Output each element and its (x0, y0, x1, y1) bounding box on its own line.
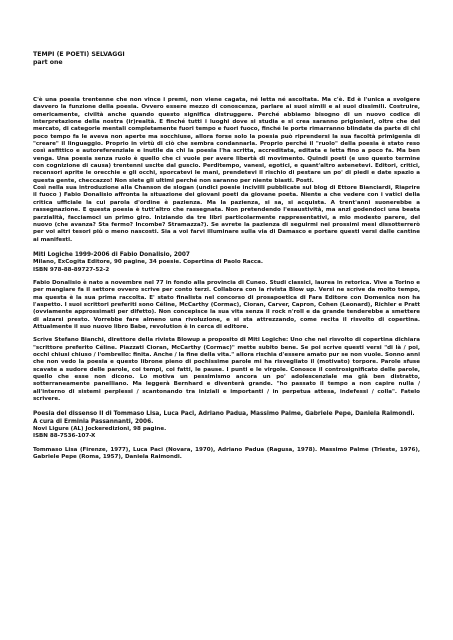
book1-paragraph-2: Scrive Stefano Bianchi, direttore della rivista Blowup a proposito di Miti Logiche: Uno che nel risvolto di copertina dichiara "scrittore preferito Céline. Piazzati Cioran, McCarthy (Cormac)" mette subito bene. Se poi scrive questi versi "di là / poi, occhi chiusi chiuso / l'ombrello: finita. Anche / la fine della vita." allora rischia d'essere amato pur se non vuole. Sonno anni che non vedo la poesia e questo librone pieno di pochissime parole mi ha risvegliato il (motivato) torpore. Parole sfuse scavate a sudore delle parole, coi tempi, coi fatti, le pause. I punti e le virgole. Conosce il controsignificato delle parole, quello che esse non dicono. Lo motiva un pessimismo ancora un po' adolescenziale ma già ben distratto, sotterraneamente panelliano. Ma leggerà Bernhard e diventerà grande. "ho passato il tempo a non capire nulla / all'interno di sistemi perplessi / scantonando tra iniziali e importanti / in perpetua attesa, indefessi / colla". Fatelo scrivere. (33, 337, 420, 403)
book2-paragraph-1: Tommaso Lisa (Firenze, 1977), Luca Paci (Novara, 1970), Adriano Padua (Ragusa, 1978). Massimo Palme (Trieste, 1976), Gabriele Pepe (Roma, 1957), Daniela Raimondi. (33, 446, 420, 461)
book2-isbn: ISBN 88-7536-107-X (33, 433, 96, 440)
document-subtitle: part one (33, 59, 63, 66)
book1-isbn: ISBN 978-88-89727-52-2 (33, 266, 110, 273)
book1-title: Miti Logiche 1999-2006 di Fabio Donalisio, 2007 (33, 251, 190, 258)
book1-section (33, 252, 420, 404)
document-header (33, 51, 420, 67)
intro-section (33, 97, 420, 244)
book2-publisher: Novi Ligure (AL) Jockeredizioni, 98 pagine. (33, 426, 167, 433)
book2-section (33, 411, 420, 461)
book2-title: Poesia del dissenso II di Tommaso Lisa, Luca Paci, Adriano Padua, Massimo Palme, Gabriele Pepe, Daniela Raimondi. A cura di Erminia Passannanti, 2006. (33, 411, 415, 425)
intro-paragraph-2: Così nella sua introduzione alla Chanson de slogan (undici poesie inciviili pubblicate sul blog di Ettore Bianciardi, Riaprire il fuoco ) Fabio Donalisio affronta la situazione dei giovani poeti da giovane poeta. Niente a che vedere con i vatici della critica ufficiale la cui parola d'ordine è pazienza. Ma la pazienza, si sa, si acquista. A trent'anni suonerebbe a rassegnazione. E questa poesia è tutt'altro che rassegnata. Non pretendendo l'esaustività, ma anzi godendoci una beata parzialità, facciamoci un primo giro. Iniziando da tre libri particolarmente rappresentativi, a mio modesto parere, del nuovo (che avanza? Sta fermo? Incombe? Stramazza?). Se avrete la pazienza di seguirmi nei prossimi mesi dissotterrerò per voi altri tesori più o meno nascosti. Sia a voi farvi illuminare sulla via di Damasco e portare questi versi dalle cantine ai manifesti. (33, 185, 420, 243)
book1-publisher: Milano, ExCogita Editore, 90 pagine, 34 poesie. Copertina di Paolo Racca. (33, 259, 264, 266)
intro-paragraph-1: C'è una poesia trentenne che non vince i premi, non viene cagata, né letta né ascoltata. Ma c'è. Ed è l'unica a svolgere davvero la funzione della poesia. Ovvero essere mezzo di conoscenza, parlare ai suoi simili e ai suoi dissimili. Costruire, omericamente, civiltà anche quando questo significa distruggere. Perché abbiamo bisogno di un nuovo codice di interpretazione della nostra (ir)realtà. E finché tutti i luoghi dove si studia e si crea saranno prigionieri, oltre che del mercato, di categorie mentali completamente fuori tempo e fuori fuoco, finché le porte rimarranno blindate da parte di chi poco tempo fa le aveva non aperte ma socchiuse, allora forse solo la poesia può riprendersi la sua facoltà primigenia di "creare" il linguaggio. Proprio in virtù di ciò che sembra condannarla. Proprio perché il "ruolo" della poesia è stato reso così asfittico e autoreferenziale e inutile da chi la poesia l'ha scritta, accreditata, editata e letta fino a poco fa. Ma ben venga. Una poesia senza ruolo è quello che ci vuole per avere libertà di movimento. Quindi poeti (e uso questo termine con cognizione di causa) trentenni uscite dal guscio. Perditempo, vanesi, egotici, e quant'altro astenetevi. Editori, critici, recensori aprite le orecchie e gli occhi, sporcatevi le mani, prendetevi il rischio di pestare un po' di piedi e date spazio a questa gente, checcazzo! Non siete gli ultimi perché non saranno per niente biasti. Posti. (33, 97, 420, 184)
book1-paragraph-1: Fabio Donalisio è nato a novembre nel 77 in fondo alla provincia di Cuneo. Studi classici, laurea in retorica. Vive a Torino e per mangiare fa il settore ovvero scrive per conto terzi. Collabora con la rivista Blow up. Versi ne scrive da molto tempo, ma questa è la sua prima raccolta. E' stato finalista nel concorso di prosapoetica di Fara Editore con Domenica non ha l'aspetto. I suoi scrittori preferiti sono Céline, McCarthy (Cormac), Cioran, Carver, Capron, Cohen (Leonard), Richler e Pratt (ovviamente approssimati per difetto). Non concepisce la sua vita senza il rock n'roll e da grande tenderebbe a smettere di alzarsi presto. Vorrebbe fare almeno una rivoluzione, e si sta attrezzando, come recita il risvolto di copertina. Attualmente il suo nuovo libro Babe, revolution è in cerca di editore. (33, 279, 420, 330)
document-title: TEMPI (E POETI) SELVAGGI (33, 51, 125, 58)
